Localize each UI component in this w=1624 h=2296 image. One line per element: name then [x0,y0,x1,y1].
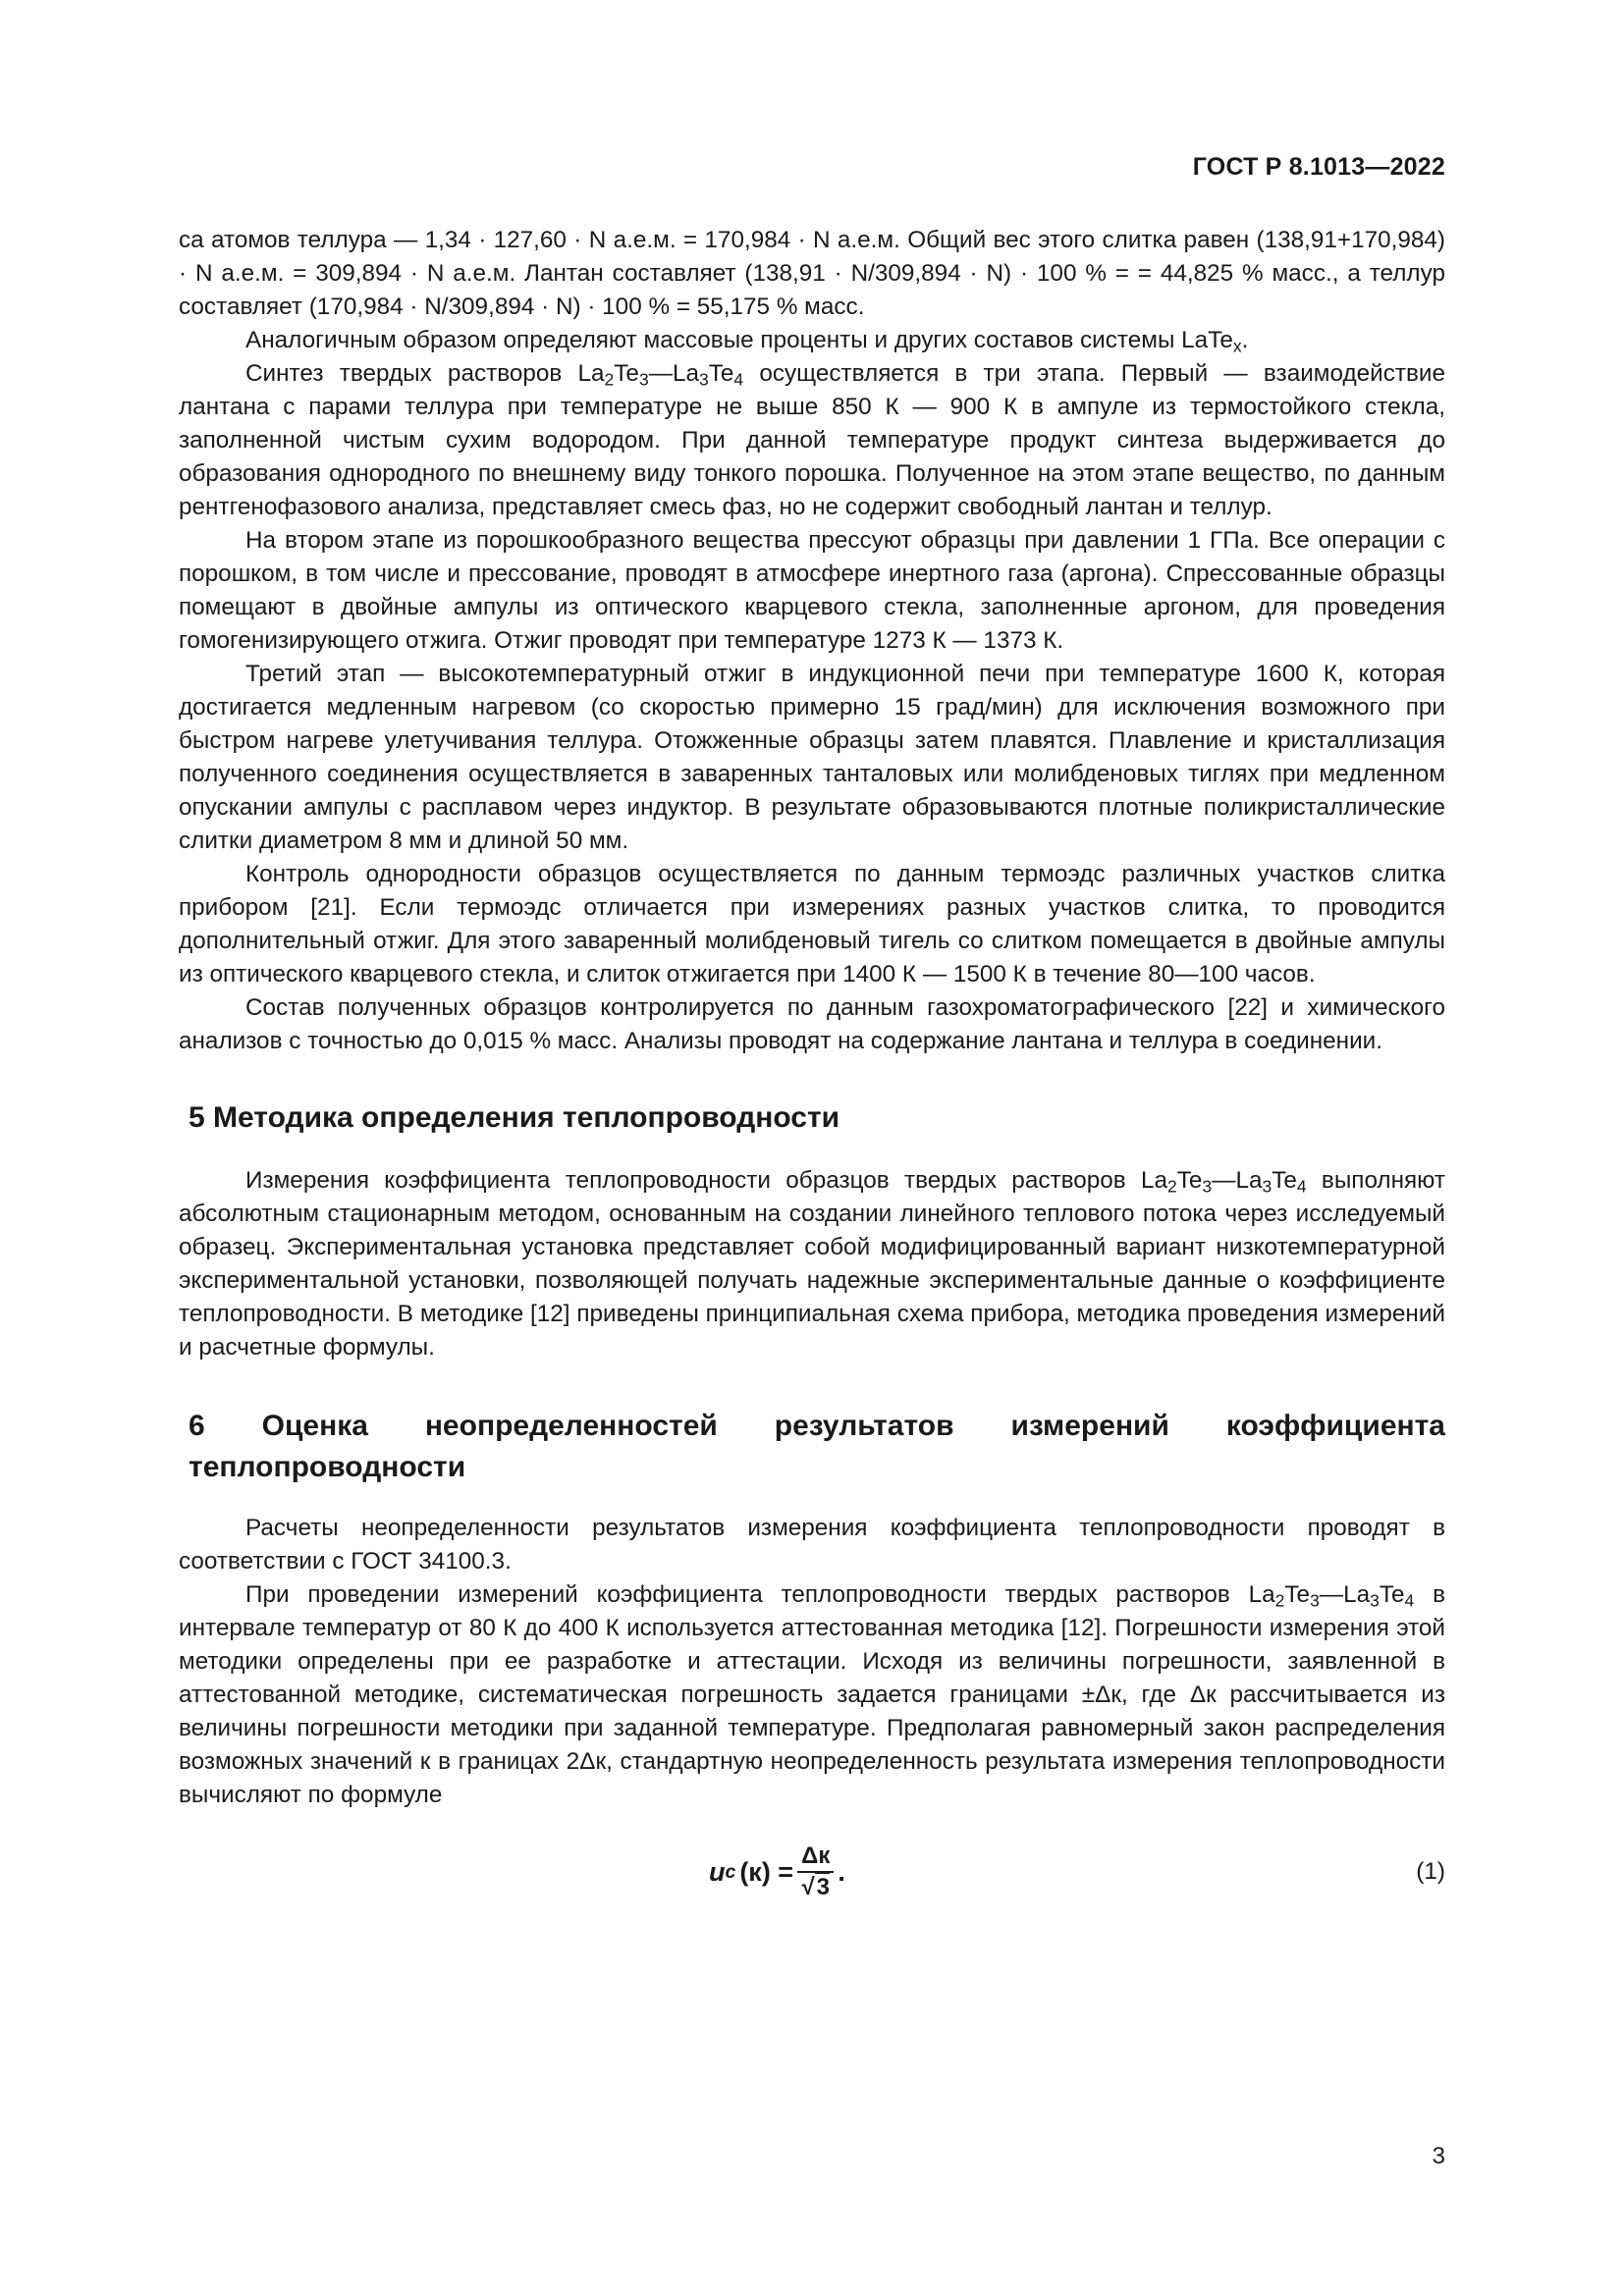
text-run: —La [1319,1581,1371,1608]
formula-number: (1) [1416,1858,1445,1885]
page-number: 3 [1432,2143,1445,2169]
paragraph: На втором этапе из порошкообразного вещества прессуют образцы при давлении 1 ГПа. Все операции с порошком, в том числе и прессование, проводят в атмосфере инертного газа (аргона). Спрессованные образцы помещают в двойные ампулы из оптического кварцевого стекла, заполненные аргоном, для проведения гомогенизирующего отжига. Отжиг проводят при температуре 1273 К — 1373 К. [179,527,1445,654]
formula-fraction [797,1842,834,1902]
text-run: При проведении измерений коэффициента теплопроводности твердых растворов La [245,1581,1275,1608]
subscript: 3 [638,369,649,390]
text-run: Измерения коэффициента теплопроводности образцов твердых растворов La [245,1167,1168,1194]
text-run: выполняют абсолютным стационарным методом, основанным на создании линейного теплового потока через исследуемый образец. Экспериментальная установка представляет собой модифицированный вариант низкотемпературной экспериментальной установки, позволяющей получать надежные экспериментальные данные о коэффициенте теплопроводности. В методике [12] приведены принципиальная схема прибора, методика проведения измерений и расчетные формулы. [179,1167,1446,1361]
subscript: 2 [604,369,615,390]
text-run: —La [648,360,700,387]
standard-header: ГОСТ Р 8.1013—2022 [1192,153,1445,181]
text-run: Te [1176,1167,1203,1194]
subscript: 4 [1296,1176,1307,1197]
subscript: 4 [733,369,744,390]
section-5-heading: 5 Методика определения теплопроводности [189,1101,840,1134]
paragraph [179,1164,1445,1364]
text-run: Te [708,360,734,387]
paragraph: Состав полученных образцов контролируется по данным газохроматографического [22] и химического анализов с точностью до 0,015 % масс. Анализы проводят на содержание лантана и теллура в соединении. [179,994,1445,1054]
paragraph: Третий этап — высокотемпературный отжиг в индукционной печи при температуре 1600 К, которая достигается медленным нагревом (со скоростью примерно 15 град/мин) для исключения возможного при быстром нагреве улетучивания теллура. Отожженные образцы затем плавятся. Плавление и кристаллизация полученного соединения осуществляется в заваренных танталовых или молибденовых тиглях при медленном опускании ампулы с расплавом через индуктор. В результате образовываются плотные поликристаллические слитки диаметром 8 мм и длиной 50 мм. [179,661,1445,854]
text-run: —La [1212,1167,1263,1194]
paragraph [179,357,1445,524]
subscript: 2 [1167,1176,1177,1197]
formula-1 [179,1834,1445,1920]
subscript: 3 [699,369,709,390]
subscript: 2 [1274,1590,1285,1611]
subscript: 3 [1262,1176,1272,1197]
paragraph: са атомов теллура — 1,34 · 127,60 · N а.е.м. = 170,984 · N а.е.м. Общий вес этого слитка равен (138,91+170,984) · N а.е.м. = 309,894 · N а.е.м. Лантан составляет (138,91 · N/309,894 · N) · 100 % = = 44,825 % масс., а теллур составляет (170,984 · N/309,894 · N) · 100 % = 55,175 % масс. [179,227,1445,320]
text-run: Синтез твердых растворов La [245,360,605,387]
formula-period: . [838,1857,845,1887]
text-run: Te [1379,1581,1405,1608]
subscript: 4 [1404,1590,1415,1611]
formula-numerator: Δк [797,1842,834,1873]
formula-body [709,1842,845,1902]
paragraph [179,324,1445,357]
text-run: Te [1272,1167,1297,1194]
formula-u-subscript: c [725,1861,736,1883]
text-run: Te [1284,1581,1311,1608]
text-run: Аналогичным образом определяют массовые проценты и других составов системы LaTe [245,327,1233,353]
subscript: x [1232,336,1242,356]
formula-u-symbol: u [709,1857,726,1887]
section-6-heading: 6 Оценка неопределенностей результатов измерений коэффициента теплопроводности [189,1410,1445,1483]
page-content [179,224,1445,1920]
sqrt-symbol: √ [801,1874,815,1900]
subscript: 3 [1370,1590,1380,1611]
text-run: в интервале температур от 80 К до 400 К используется аттестованная методика [12]. Погрешности измерения этой методики определены при ее разработке и аттестации. Исходя из величины погрешности, заявленной в аттестованной методике, систематическая погрешность задается границами ±Δк, где Δк рассчитывается из величины погрешности методики при заданной температуре. Предполагая равномерный закон распределения возможных значений к в границах 2Δк, стандартную неопределенность результата измерения теплопроводности вычисляют по формуле [179,1581,1445,1808]
formula-denominator [797,1873,834,1902]
sqrt-radicand: 3 [816,1874,830,1900]
subscript: 3 [1202,1176,1213,1197]
text-run: осуществляется в три этапа. Первый — взаимодействие лантана с парами теллура при температуре не выше 850 К — 900 К в ампуле из термостойкого стекла, заполненной чистым сухим водородом. При данной температуре продукт синтеза выдерживается до образования однородного по внешнему виду тонкого порошка. Полученное на этом этапе вещество, по данным рентгенофазового анализа, представляет смесь фаз, но не содержит свободный лантан и теллур. [179,360,1445,520]
formula-argument: (к) = [739,1857,794,1887]
text-run: . [1241,327,1249,353]
subscript: 3 [1310,1590,1320,1611]
paragraph [179,1578,1445,1812]
paragraph: Контроль однородности образцов осуществляется по данным термоэдс различных участков слитка прибором [21]. Если термоэдс отличается при измерениях разных участков слитка, то проводится дополнительный отжиг. Для этого заваренный молибденовый тигель со слитком помещается в двойные ампулы из оптического кварцевого стекла, и слиток отжигается при 1400 К — 1500 К в течение 80—100 часов. [179,861,1445,988]
text-run: Te [614,360,639,387]
paragraph: Расчеты неопределенности результатов измерения коэффициента теплопроводности проводят в соответствии с ГОСТ 34100.3. [179,1515,1445,1575]
